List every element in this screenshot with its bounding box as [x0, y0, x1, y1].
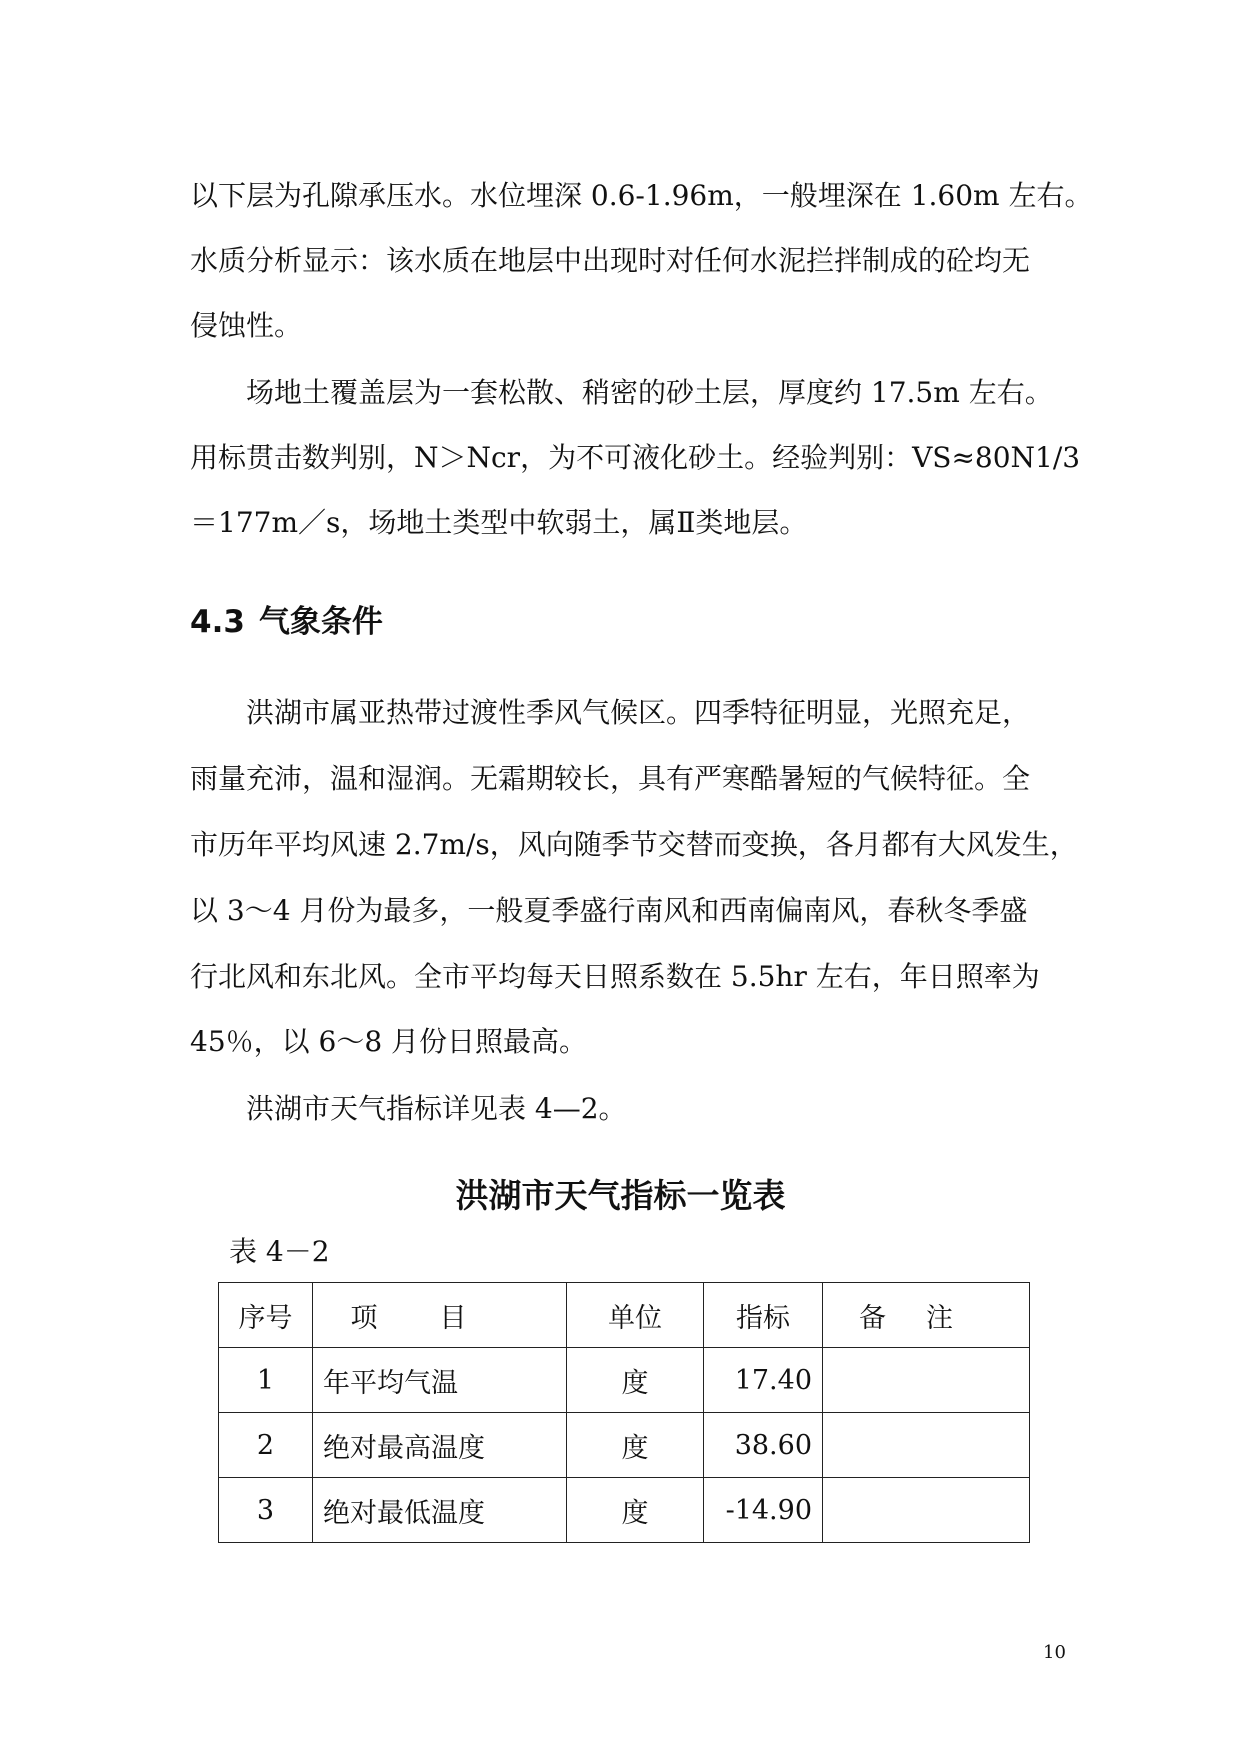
table-cell: 度: [567, 1413, 704, 1478]
table-cell: 度: [567, 1478, 704, 1543]
paragraph-line: 以下层为孔隙承压水。水位埋深 0.6-1.96m，一般埋深在 1.60m 左右。: [190, 179, 1093, 212]
header-cell: 单位: [567, 1283, 704, 1348]
table-cell: 度: [567, 1348, 704, 1413]
table-cell: 3: [219, 1478, 313, 1543]
header-cell: 序号: [219, 1283, 313, 1348]
section-number: 4.3: [190, 604, 245, 640]
table-cell: 2: [219, 1413, 313, 1478]
paragraph-line: 洪湖市属亚热带过渡性季风气候区。四季特征明显，光照充足，: [246, 696, 1031, 729]
paragraph-line: 洪湖市天气指标详见表 4—2。: [246, 1092, 627, 1125]
header-cell: 项目: [313, 1283, 567, 1348]
weather-table: [218, 1282, 1030, 1543]
paragraph-line: 市历年平均风速 2.7m/s，风向随季节交替而变换，各月都有大风发生，: [190, 828, 1078, 861]
table-label: 表 4－2: [229, 1235, 330, 1268]
table-cell: 17.40: [704, 1348, 823, 1413]
table-row: [219, 1478, 1030, 1543]
paragraph-line: 用标贯击数判别，N＞Ncr，为不可液化砂土。经验判别：VS≈80N1/3: [190, 441, 1081, 474]
section-title: 气象条件: [258, 604, 383, 640]
table-cell: 绝对最低温度: [313, 1478, 567, 1543]
table-cell: [823, 1348, 1030, 1413]
paragraph-line: 行北风和东北风。全市平均每天日照系数在 5.5hr 左右，年日照率为: [190, 960, 1040, 993]
paragraph-line: 45％，以 6～8 月份日照最高。: [190, 1025, 588, 1058]
paragraph-line: ＝177m／s，场地土类型中软弱土，属Ⅱ类地层。: [190, 506, 808, 539]
page-number: 10: [1043, 1642, 1066, 1663]
paragraph-line: 侵蚀性。: [190, 309, 303, 342]
table-cell: [823, 1478, 1030, 1543]
header-cell: 备注: [823, 1283, 1030, 1348]
table-cell: 年平均气温: [313, 1348, 567, 1413]
section-heading: [190, 596, 383, 641]
table-title: 洪湖市天气指标一览表: [455, 1176, 786, 1215]
table-row: [219, 1413, 1030, 1478]
paragraph-line: 以 3～4 月份为最多，一般夏季盛行南风和西南偏南风，春秋冬季盛: [190, 894, 1028, 927]
table-header-row: [219, 1283, 1030, 1348]
table-cell: -14.90: [704, 1478, 823, 1543]
table-cell: 38.60: [704, 1413, 823, 1478]
table-cell: 绝对最高温度: [313, 1413, 567, 1478]
table-cell: [823, 1413, 1030, 1478]
paragraph-line: 雨量充沛，温和湿润。无霜期较长，具有严寒酷暑短的气候特征。全: [190, 762, 1031, 795]
paragraph-line: 水质分析显示：该水质在地层中出现时对任何水泥拦拌制成的砼均无: [190, 244, 1031, 277]
paragraph-line: 场地土覆盖层为一套松散、稍密的砂土层，厚度约 17.5m 左右。: [246, 376, 1053, 409]
table-cell: 1: [219, 1348, 313, 1413]
table-row: [219, 1348, 1030, 1413]
header-cell: 指标: [704, 1283, 823, 1348]
